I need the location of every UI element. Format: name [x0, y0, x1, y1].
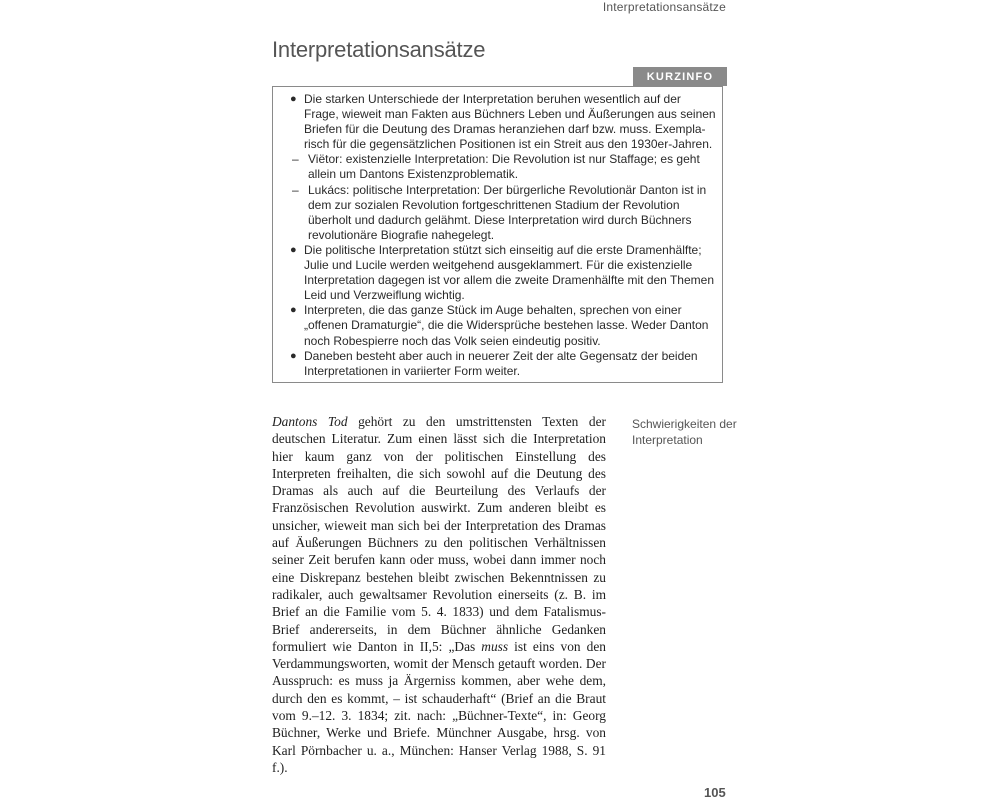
margin-note: Schwierigkeiten der Interpretation	[632, 417, 737, 447]
bullet-text: Die politische Interpretation stützt sich einseitig auf die erste Dramenhälfte; Julie und Lucile werden weitgehend ausgeklammert. Für die existenzielle Interpretation dagegen ist vor allem die zweite Dramenhälfte mit den Themen Leid und Verzweiflung wichtig.	[304, 242, 714, 303]
kurzinfo-label: KURZINFO	[633, 67, 727, 86]
page-number: 105	[704, 785, 726, 800]
body-text-part: ist eins von den Verdammungsworten, womit der Mensch getauft worden. Der Ausspruch: es muss ja Ärgerniss kommen, aber wehe dem, durch den es kommt, – ist schauderhaft“ (Brief an die Braut vom 9.–12. 3. 1834; zit. nach: „Büchner-Texte“, in: Georg Büchner, Werke und Briefe. Münchner Ausgabe, hrsg. von Karl Pörnbacher u. a., München: Hanser Verlag 1988, S. 91 f.).	[272, 638, 606, 775]
bullet-text: Die starken Unterschiede der Interpretation beruhen wesentlich auf der Frage, wieweit man Fakten aus Büchners Leben und Äußerungen aus seinen Briefen für die Deutung des Dramas heranziehen darf bzw. muss. Exemplarisch für die gegensätzlichen Positionen ist ein Streit aus den 1930er-Jahren.	[304, 92, 716, 152]
bullet-icon: ●	[290, 93, 297, 105]
dash-icon: –	[292, 152, 299, 167]
kurzinfo-bullet	[290, 349, 718, 379]
kurzinfo-list	[290, 92, 718, 379]
body-text-part: gehört zu den umstrittensten Texten der deutschen Literatur. Zum einen lässt sich die Interpretation hier kaum ganz von der politischen Einstellung des Interpreten freihalten, die sich sowohl auf die Deutung des Dramas als auch auf die Beurteilung des Verlaufs der Französischen Revolution auswirkt. Zum anderen bleibt es unsicher, wieweit man sich bei der Interpretation des Dramas auf Äußerungen Büchners zu den politischen Verhältnissen seiner Zeit berufen kann oder muss, wobei dann immer noch eine Diskrepanz bestehen bleibt zwischen Bekenntnissen zu radikaler, auch gewaltsamer Revolution einerseits (z. B. im Brief an die Familie vom 5. 4. 1833) und dem Fatalismus-Brief andererseits, in dem Büchner ähnliche Gedanken formuliert wie Danton in II,5: „Das	[272, 414, 606, 654]
bullet-icon: ●	[290, 349, 297, 362]
body-paragraph	[272, 413, 606, 776]
section-title: Interpretationsansätze	[272, 37, 486, 62]
work-title: Dantons Tod	[272, 414, 348, 429]
emphasis-word: muss	[481, 638, 509, 654]
bullet-icon: ●	[290, 243, 297, 256]
kurzinfo-bullet	[290, 92, 718, 152]
dash-icon: –	[292, 182, 299, 197]
kurzinfo-bullet	[290, 243, 718, 303]
kurzinfo-bullet	[290, 303, 718, 348]
subitem-text: Viëtor: existenzielle Interpretation: Die Revolution ist nur Staffage; es geht allein um Dantons Existenzproblematik.	[308, 152, 700, 182]
subitem-text: Lukács: politische Interpretation: Der bürgerliche Revolutionär Danton ist in dem zur sozialen Revolution fortgeschrittenen Stadium der Revolution überholt und dadurch gelähmt. Diese Interpretation wird durch Büchners revolutionäre Biografie nahegelegt.	[308, 182, 707, 242]
bullet-icon: ●	[290, 304, 297, 317]
bullet-text: Interpreten, die das ganze Stück im Auge behalten, sprechen von einer „offenen Dramaturgie“, die die Widersprüche bestehen lasse. Weder Danton noch Robespierre noch das Volk seien eindeutig positiv.	[304, 303, 709, 348]
bullet-text: Daneben besteht aber auch in neuerer Zeit der alte Gegensatz der beiden Interpretationen in variierter Form weiter.	[304, 348, 698, 378]
kurzinfo-subitem	[290, 152, 718, 182]
kurzinfo-subitem	[290, 183, 718, 243]
running-head: Interpretationsansätze	[602, 0, 726, 14]
